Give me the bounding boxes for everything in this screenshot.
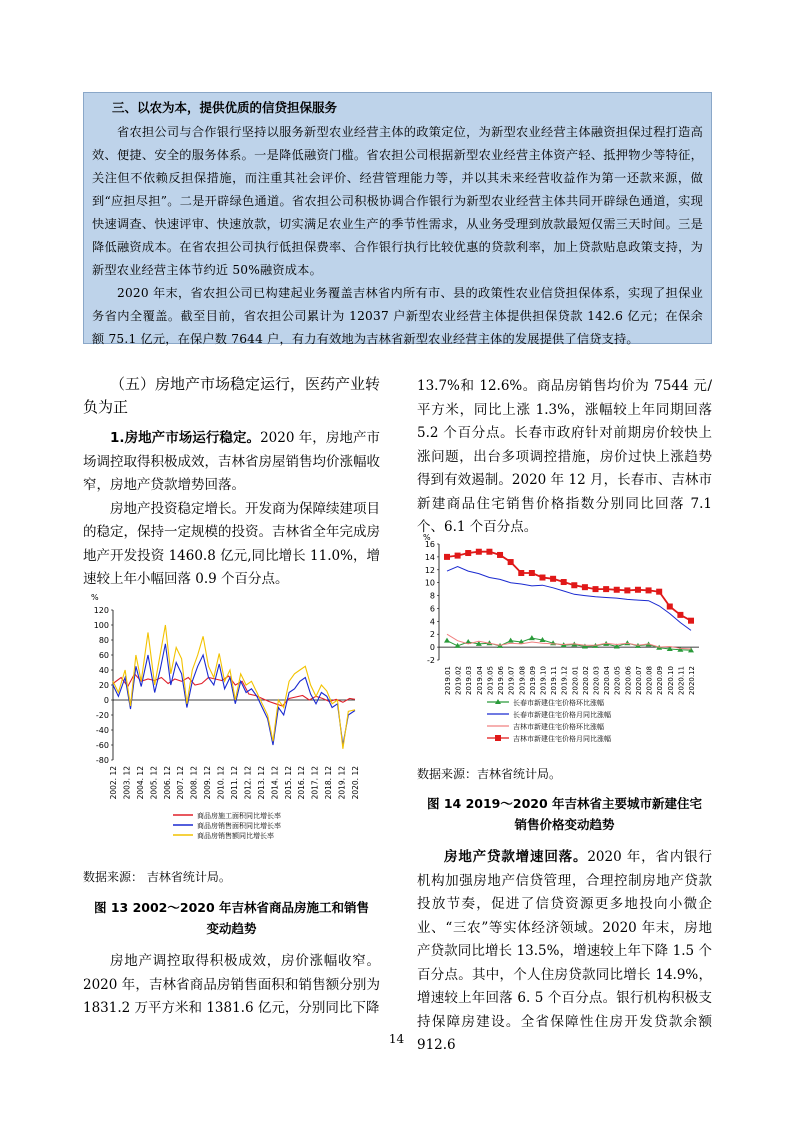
fig13-xtick-label: 2006. 12	[162, 766, 172, 800]
fig13-xtick-label: 2019. 12	[337, 766, 347, 800]
fig14-point-square	[518, 570, 524, 576]
fig14-point-triangle	[529, 635, 535, 640]
left-column	[83, 373, 380, 592]
fig14-legend-label: 长春市新建住宅价格月同比涨幅	[513, 711, 611, 719]
fig14-legend-label: 长春市新建住宅价格环比涨幅	[513, 699, 604, 707]
fig14-caption-line-1: 图 14 2019～2020 年吉林省主要城市新建住宅	[426, 796, 703, 811]
fig14-point-square	[561, 579, 567, 585]
fig14-xtick-label: 2019.04	[475, 666, 484, 695]
fig14-caption-line-2: 销售价格变动趋势	[514, 817, 615, 832]
fig14-point-square	[677, 612, 683, 618]
fig14-xtick-label: 2020.04	[603, 666, 612, 695]
fig14-point-triangle	[508, 638, 514, 643]
fig13-series-line	[113, 625, 355, 749]
fig13-ytick-label: -60	[95, 741, 109, 750]
fig14-xtick-label: 2019.07	[507, 666, 516, 695]
fig13-legend-label: 商品房销售面积同比增长率	[197, 822, 281, 830]
fig14-ytick-label: 8	[429, 591, 435, 601]
fig13-chart	[83, 588, 383, 850]
left-paragraph-3: 房地产调控取得积极成效，房价涨幅收窄。2020 年，吉林省商品房销售面积和销售额分别为 1831.2 万平方米和 1381.6 亿元，分别同比下降	[83, 953, 380, 1016]
fig14-xtick-label: 2020.06	[624, 666, 633, 695]
fig14-ytick-label: 2	[429, 630, 435, 640]
left-column-bottom	[83, 950, 380, 1021]
fig13-xtick-label: 2003. 12	[122, 766, 132, 800]
fig13-xtick-label: 2007. 12	[176, 766, 186, 800]
fig14-xtick-label: 2020.02	[581, 666, 590, 695]
fig14-xtick-label: 2020.08	[645, 666, 654, 695]
fig14-xtick-label: 2020.05	[613, 666, 622, 695]
fig13-ylabel: %	[91, 593, 99, 602]
fig14-xtick-label: 2019.10	[539, 666, 548, 695]
right-column-bottom	[417, 846, 712, 1058]
fig13-ytick-label: -80	[95, 756, 109, 765]
fig14-point-square	[624, 587, 630, 593]
fig14-xtick-label: 2019.12	[560, 666, 569, 695]
fig14-xtick-label: 2019.02	[454, 666, 463, 695]
bold-lead: 1.房地产市场运行稳定。	[110, 430, 261, 446]
fig13-xtick-label: 2018. 12	[324, 766, 334, 800]
fig14-ylabel: %	[423, 533, 431, 542]
fig13-xtick-label: 2004. 12	[135, 766, 145, 800]
fig13-ytick-label: 60	[98, 651, 109, 660]
page-number: 14	[388, 1032, 405, 1046]
fig13-xtick-label: 2010. 12	[216, 766, 226, 800]
fig14-ytick-label: 12	[424, 565, 435, 575]
fig13-xtick-label: 2008. 12	[189, 766, 199, 800]
fig13-xtick-label: 2020. 12	[351, 766, 360, 800]
fig13-xtick-label: 2015. 12	[283, 766, 293, 800]
fig14-ytick-label: 0	[429, 643, 435, 653]
left-paragraph-2: 房地产投资稳定增长。开发商为保障续建项目的稳定，保持一定规模的投资。吉林省全年完成房地产开发投资 1460.8 亿元,同比增长 11.0%，增速较上年小幅回落 0.9 个百分点。	[83, 500, 380, 587]
fig14-xtick-label: 2020.01	[571, 666, 580, 695]
fig14-ytick-label: -2	[427, 656, 435, 665]
fig14-point-square	[550, 576, 556, 582]
fig13-xtick-label: 2002. 12	[109, 766, 118, 800]
highlight-box	[83, 92, 712, 344]
fig14-ytick-label: 4	[429, 617, 435, 627]
fig14-point-square	[603, 586, 609, 592]
fig13-ytick-label: 40	[98, 666, 109, 675]
fig14-point-triangle	[444, 638, 450, 643]
fig14-series-line	[447, 552, 691, 621]
left-paragraph-1-text: 2020 年，房地产市场调控取得积极成效，吉林省房屋销售均价涨幅收窄，房地产贷款增势回落。	[83, 430, 380, 493]
fig14-point-square	[688, 618, 694, 624]
fig14-point-square	[497, 552, 503, 558]
fig13-ytick-label: -40	[95, 726, 109, 735]
right-paragraph-1: 13.7%和 12.6%。商品房销售均价为 7544 元/平方米，同比上涨 1.3%，涨幅较上年同期回落 5.2 个百分点。长春市政府针对前期房价较快上涨问题，出台多项调控措施，房价过快上涨趋势得到有效遏制。2020 年 12 月，长春市、吉林市新建商品住宅销售价格指数分别同比回落 7.1 个、6.1 个百分点。	[417, 378, 712, 535]
box-paragraph-2: 2020 年末，省农担公司已构建起业务覆盖吉林省内所有市、县的政策性农业信贷担保体系，实现了担保业务省内全覆盖。截至目前，省农担公司累计为 12037 户新型农业经营主体提供担保贷款 142.6 亿元；在保余额 75.1 亿元，在保户数 7644 户，有力有效地为吉林省新型农业经营主体的发展提供了信贷支持。	[92, 286, 703, 346]
fig13-caption-line-1: 图 13 2002～2020 年吉林省商品房施工和销售	[93, 900, 370, 915]
fig14-point-square	[646, 587, 652, 593]
fig13-ytick-label: 0	[103, 696, 109, 705]
fig14-xtick-label: 2019.05	[486, 666, 495, 695]
fig14-xtick-label: 2019.11	[550, 666, 559, 695]
fig14-point-square	[476, 549, 482, 555]
fig13-xtick-label: 2013. 12	[256, 766, 266, 800]
fig14-xtick-label: 2019.09	[528, 666, 537, 695]
fig14-xtick-label: 2019.08	[518, 666, 527, 695]
fig14-xtick-label: 2019.01	[444, 666, 452, 695]
fig13-xtick-label: 2011. 12	[230, 766, 239, 800]
fig14-point-square	[582, 584, 588, 590]
fig13-ytick-label: -20	[95, 711, 109, 720]
fig13-ytick-label: 120	[93, 606, 109, 615]
box-title: 三、以农为本，提供优质的信贷担保服务	[112, 100, 338, 115]
fig13-source: 数据来源： 吉林省统计局。	[83, 870, 231, 884]
left-paragraph-1	[83, 427, 380, 498]
fig13-xtick-label: 2016. 12	[297, 766, 307, 800]
fig14-series-line	[447, 567, 691, 631]
fig14-point-square	[486, 549, 492, 555]
fig14-point-square	[571, 582, 577, 588]
fig14-point-square	[465, 550, 471, 556]
fig13-xtick-label: 2012. 12	[243, 766, 253, 800]
fig14-xtick-label: 2020.12	[688, 666, 696, 695]
bold-lead-2: 房地产贷款增速回落。	[444, 849, 588, 865]
fig14-xtick-label: 2020.11	[677, 666, 686, 695]
right-paragraph-2	[417, 846, 712, 1058]
fig13-xtick-label: 2005. 12	[149, 766, 159, 800]
fig14-point-square	[614, 587, 620, 593]
fig14-ytick-label: 10	[424, 578, 435, 588]
fig14-xtick-label: 2020.07	[634, 666, 643, 695]
fig13-ytick-label: 80	[98, 636, 109, 645]
fig14-legend-marker	[495, 735, 501, 741]
right-paragraph-2-text: 2020 年，省内银行机构加强房地产信贷管理，合理控制房地产贷款投放节奏，促进了信贷资源更多地投向小微企业、“三农”等实体经济领域。2020 年末，房地产贷款同比增长 13.5%，增速较上年下降 1.5 个百分点。其中，个人住房贷款同比增长 14.9%，增速较上年回落 6. 5 个百分点。银行机构积极支持保障房建设。全省保障性住房开发贷款余额 912.6	[417, 849, 712, 1053]
fig13-legend-label: 商品房销售额同比增长率	[197, 832, 274, 840]
fig14-point-square	[455, 553, 461, 559]
fig14-caption	[417, 793, 712, 835]
fig13-xtick-label: 2017. 12	[310, 766, 320, 800]
fig14-xtick-label: 2019.06	[497, 666, 506, 695]
fig14-ytick-label: 16	[424, 540, 435, 549]
fig14-point-square	[529, 570, 535, 576]
fig13-ytick-label: 20	[98, 681, 109, 690]
fig13-legend-label: 商品房施工面积同比增长率	[197, 812, 281, 820]
fig13-xtick-label: 2009. 12	[203, 766, 213, 800]
fig14-point-square	[656, 589, 662, 595]
right-column	[417, 375, 712, 540]
fig14-point-square	[635, 587, 641, 593]
fig14-chart	[417, 530, 717, 752]
fig14-point-square	[667, 604, 673, 610]
box-paragraph-1: 省农担公司与合作银行坚持以服务新型农业经营主体的政策定位，为新型农业经营主体融资担保过程打造高效、便捷、安全的服务体系。一是降低融资门槛。省农担公司根据新型农业经营主体资产轻、抵押物少等特征，关注但不依赖反担保措施，而注重其社会评价、经营管理能力等，并以其未来经营收益作为第一还款来源，做到“应担尽担”。二是开辟绿色通道。省农担公司积极协调合作银行为新型农业经营主体共同开辟绿色通道，实现快速调查、快速评审、快速放款，切实满足农业生产的季节性需求，从业务受理到放款最短仅需三天时间。三是降低融资成本。在省农担公司执行低担保费率、合作银行执行比较优惠的贷款利率，加上贷款贴息政策支持，为新型农业经营主体节约近 50%融资成本。	[92, 125, 703, 277]
fig14-ytick-label: 14	[424, 552, 435, 562]
fig13-caption-line-2: 变动趋势	[206, 921, 257, 936]
section-title: （五）房地产市场稳定运行，医药产业转负为正	[83, 375, 381, 416]
fig14-source: 数据来源：吉林省统计局。	[417, 767, 562, 781]
fig14-point-square	[444, 554, 450, 560]
fig14-xtick-label: 2020.03	[592, 666, 601, 695]
fig14-xtick-label: 2019.03	[465, 666, 474, 695]
fig14-point-square	[508, 559, 514, 565]
fig13-ytick-label: 100	[93, 621, 109, 630]
fig14-xtick-label: 2020.10	[666, 666, 675, 695]
fig13-caption	[83, 897, 380, 939]
fig13-xtick-label: 2014. 12	[270, 766, 280, 800]
fig14-point-square	[539, 575, 545, 581]
fig14-xtick-label: 2020.09	[656, 666, 665, 695]
fig14-point-square	[593, 586, 599, 592]
fig14-legend-label: 吉林市新建住宅价格环比涨幅	[513, 723, 604, 731]
fig14-legend-label: 吉林市新建住宅价格月同比涨幅	[513, 735, 611, 743]
fig14-ytick-label: 6	[429, 604, 435, 614]
